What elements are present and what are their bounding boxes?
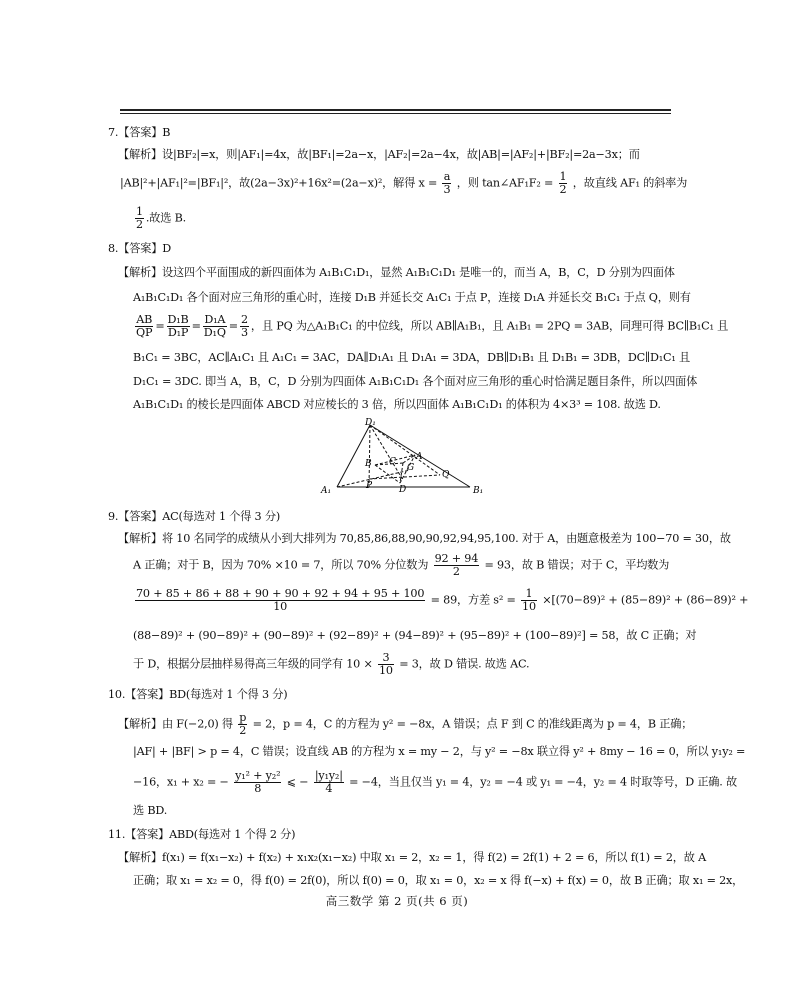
fraction: $\frac{AB}{QP}$ — [136, 313, 153, 339]
fraction: $\frac{70 + 85 + 86 + 88 + 90 + 90 + 92 + 94 + 95 + 100}{10}$ — [136, 587, 425, 613]
label-p: P — [366, 481, 373, 491]
q11-line1: 【解析】f(x₁) = f(x₁−x₂) + f(x₂) + x₁x₂(x₁−x₂) 中取 x₁ = 2，x₂ = 1，得 f(2) = 2f(1) + 2 = 6，所以 f(1) = 2，故 A — [118, 851, 706, 864]
q7-answer: 7.【答案】B — [108, 126, 171, 139]
q9-line2: A 正确；对于 B，因为 70% ×10 = 7，所以 70% 分位数为 $\frac{92 + 94}{2}$ = 93，故 B 错误；对于 C，平均数为 — [133, 552, 670, 578]
q10-line1: 【解析】由 F(−2,0) 得 $\frac{p}{2}$ = 2，p = 4，C 的方程为 y² = −8x，A 错误；点 F 到 C 的准线距离为 p = 4，B 正确； — [118, 711, 693, 737]
fraction: $\frac{p}{2}$ — [239, 711, 247, 737]
q9-line3: $\frac{70 + 85 + 86 + 88 + 90 + 90 + 92 + 94 + 95 + 100}{10}$ = 89，方差 s² = $\frac{1}{10}$ ×[(70−89)² + (85−89)² + (86−89)² + — [136, 587, 749, 613]
fraction: $\frac{\text{D₁A}}{\text{D₁Q}}$ — [203, 313, 226, 339]
line-d1p — [370, 425, 403, 480]
page-footer: 高三数学 第 2 页(共 6 页) — [325, 894, 469, 908]
q7-line3: $\frac{1}{2}$ .故选 B. — [136, 205, 186, 231]
fraction: $\frac{\text{D₁B}}{\text{D₁P}}$ — [167, 313, 189, 339]
fraction: $\frac{\text{y₁² + y₂²}}{8}$ — [235, 769, 281, 795]
fraction: $\frac{2}{3}$ — [240, 313, 248, 339]
q9-line5: 于 D，根据分层抽样易得高三年级的同学有 10 × $\frac{3}{10}$ = 3，故 D 错误. 故选 AC. — [133, 651, 530, 677]
label-a1: A₁ — [321, 486, 332, 495]
header-rule — [120, 109, 671, 111]
q8-line4: B₁C₁ = 3BC，AC∥A₁C₁ 且 A₁C₁ = 3AC，DA∥D₁A₁ 且 D₁A₁ = 3DA，DB∥D₁B₁ 且 D₁B₁ = 3DB，DC∥D₁C₁ 且 — [133, 351, 690, 364]
q8-line5: D₁C₁ = 3DC. 即当 A，B，C，D 分别为四面体 A₁B₁C₁D₁ 各个面对应三角形的重心时恰满足题目条件，所以四面体 — [133, 375, 698, 388]
tetrahedron-figure — [315, 415, 490, 495]
fraction: $\frac{92 + 94}{2}$ — [434, 552, 479, 578]
q8-line3: $\frac{AB}{QP}$ = $\frac{\text{D₁B}}{\text{D₁P}}$ = $\frac{\text{D₁A}}{\text{D₁Q}}$ = $\frac{2}{3}$ ，且 PQ 为△A₁B₁C₁ 的中位线，所以 AB∥A₁B₁，且 A₁B₁ = 2PQ = 3AB，同理可得 BC∥B₁C₁ 且 — [136, 313, 729, 339]
q8-line6: A₁B₁C₁D₁ 的棱长是四面体 ABCD 对应棱长的 3 倍，所以四面体 A₁B₁C₁D₁ 的体积为 4×3³ = 108. 故选 D. — [133, 398, 661, 411]
q10-line3: −16，x₁ + x₂ = − $\frac{\text{y₁² + y₂²}}{8}$ ⩽ − $\frac{\text{|y₁y₂|}}{4}$ = −4，当且仅当 y₁ = 4，y₂ = −4 或 y₁ = −4，y₂ = 4 时取等号，D 正确. 故 — [133, 769, 737, 795]
q10-line4: 选 BD. — [133, 804, 168, 817]
line-d1q — [370, 425, 440, 475]
label-b1: B₁ — [473, 486, 484, 495]
label-d: D — [399, 485, 407, 495]
q8-line1: 【解析】设这四个平面围成的新四面体为 A₁B₁C₁D₁，显然 A₁B₁C₁D₁ 是唯一的，而当 A，B，C，D 分别为四面体 — [118, 266, 675, 279]
q11-answer: 11.【答案】ABD(每选对 1 个得 2 分) — [108, 828, 296, 841]
edge-a1d1 — [337, 425, 370, 487]
q8-line2: A₁B₁C₁D₁ 各个面对应三角形的重心时，连接 D₁B 并延长交 A₁C₁ 于点 P，连接 D₁A 并延长交 B₁C₁ 于点 Q，则有 — [133, 291, 691, 304]
label-g: G — [407, 463, 415, 473]
q11-line2: 正确；取 x₁ = x₂ = 0，得 f(0) = 2f(0)，所以 f(0) = 0，取 x₁ = 0，x₂ = x 得 f(−x) + f(x) = 0，故 B 正确；取 x₁ = 2x， — [133, 874, 744, 887]
fraction: $\frac{1}{10}$ — [522, 587, 536, 613]
label-d1: D₁ — [365, 418, 376, 428]
q10-line2: |AF| + |BF| > p = 4，C 错误；设直线 AB 的方程为 x = my − 2，与 y² = −8x 联立得 y² + 8my − 16 = 0，所以 y₁y₂ = — [133, 745, 746, 758]
q9-line4: (88−89)² + (90−89)² + (90−89)² + (92−89)² + (94−89)² + (95−89)² + (100−89)²] = 58，故 C 正确；对 — [133, 629, 697, 642]
label-q: Q — [442, 470, 450, 480]
header-rule-thin — [120, 113, 671, 114]
fraction: $\frac{1}{2}$ — [136, 205, 143, 231]
label-a: A — [416, 452, 423, 462]
edge-bd — [375, 465, 400, 483]
q10-answer: 10.【答案】BD(每选对 1 个得 3 分) — [108, 688, 288, 701]
edge-d1c1 — [369, 425, 370, 487]
fraction: $\frac{\text{|y₁y₂|}}{4}$ — [314, 769, 343, 795]
q7-line2: |AB|²+|AF₁|²=|BF₁|²，故(2a−3x)²+16x²=(2a−x)²，解得 x = $\frac{a}{3}$ ，则 tan∠AF₁F₂ = $\frac{1}{2}$ ，故直线 AF₁ 的斜率为 — [120, 170, 688, 196]
label-c: C — [389, 457, 396, 467]
q7-line1: 【解析】设|BF₂|=x，则|AF₁|=4x，故|BF₁|=2a−x，|AF₂|=2a−4x，故|AB|=|AF₂|+|BF₂|=2a−3x；而 — [118, 148, 640, 161]
fraction: $\frac{a}{3}$ — [443, 170, 451, 196]
edge-cd — [400, 463, 403, 483]
q8-answer: 8.【答案】D — [108, 242, 171, 255]
q9-line1: 【解析】将 10 名同学的成绩从小到大排列为 70,85,86,88,90,90,92,94,95,100. 对于 A，由题意极差为 100−70 = 30，故 — [118, 532, 731, 545]
q9-answer: 9.【答案】AC(每选对 1 个得 3 分) — [108, 510, 280, 523]
line-pq — [369, 475, 440, 479]
fraction: $\frac{3}{10}$ — [378, 651, 393, 677]
label-b: B — [365, 459, 372, 469]
fraction: $\frac{1}{2}$ — [559, 170, 567, 196]
